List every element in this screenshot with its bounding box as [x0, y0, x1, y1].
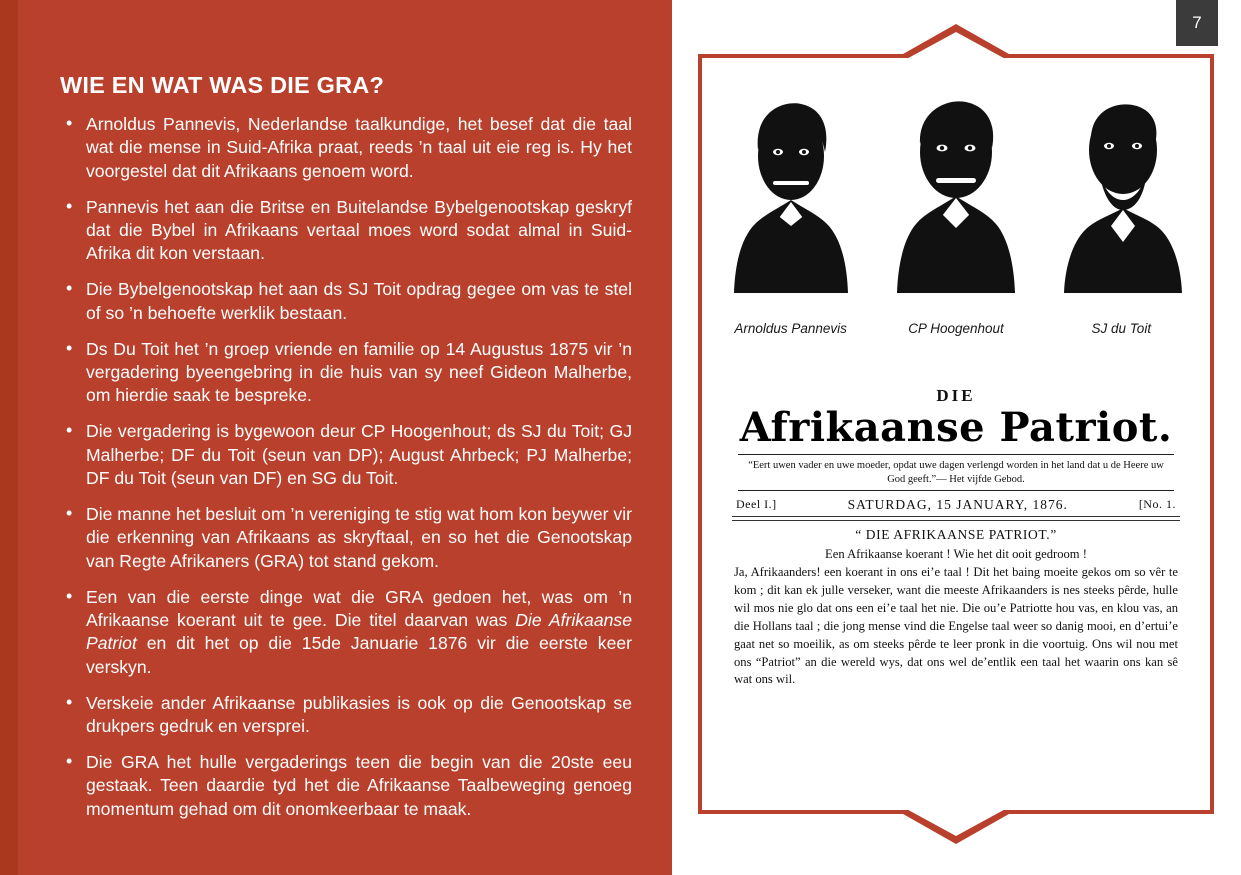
divider	[738, 490, 1174, 491]
list-item-text-part2: en dit het op die 15de Januarie 1876 vir die eerste keer verskyn.	[86, 633, 632, 677]
list-item: • Arnoldus Pannevis, Nederlandse taalkundige, het besef dat die taal wat die mense in Suid-Afrika praat, reeds ’n taal uit eie reg is. Hy het voorgestel dat dit Afrikaans genoem word.	[60, 113, 632, 183]
page-title: WIE EN WAT WAS DIE GRA?	[60, 72, 385, 98]
newspaper-masthead: Afrikaanse Patriot.	[739, 404, 1173, 451]
portrait-row	[708, 78, 1204, 336]
list-item: • Die Bybelgenootskap het aan ds SJ Toit opdrag gegee om vas te stel of so ’n behoefte werklik bestaan.	[60, 278, 632, 325]
list-item: • Verskeie ander Afrikaanse publikasies is ook op die Genootskap se drukpers gedruk en versprei.	[60, 692, 632, 739]
frame-chevron-bottom-inner	[901, 806, 1011, 836]
left-content	[60, 72, 632, 834]
portrait-caption: Arnoldus Pannevis	[734, 321, 847, 336]
list-item: • Die vergadering is bygewoon deur CP Hoogenhout; ds SJ du Toit; GJ Malherbe; DF du Toit (seun van DP); August Ahrbeck; PJ Malherbe; DF du Toit (seun van DF) en SG du Toit.	[60, 420, 632, 490]
newspaper-volume: Deel I.]	[736, 497, 777, 512]
newspaper-article-body	[722, 546, 1190, 689]
portrait-du-toit	[1051, 78, 1191, 336]
portrait-engraving-icon	[1051, 78, 1191, 316]
list-item: • Ds Du Toit het ’n groep vriende en familie op 14 Augustus 1875 vir ’n vergadering byeengebring in die huis van sy neef Gideon Malherbe, om hierdie saak te bespreke.	[60, 338, 632, 408]
newspaper-article-lead: Een Afrikaanse koerant ! Wie het dit ooit gedroom !	[825, 547, 1087, 562]
image-frame	[698, 54, 1214, 814]
newspaper-article-text: Ja, Afrikaanders! een koerant in ons ei’e taal ! Dit het baing moeite gekos om so vêr te kom ; dit kan ek julle verseker, want die meeste Afrikaanders is nes steeks pêrde, hulle wil mos nie glo dat ons een ei’e taal het nie. Die ou’e Patriotte hou vas, en klou vas, an die Hollans taal ; die jong mense vind die Engelse taal weer so danig mooi, en d’ertui’e gaat net so moeilik, as om steeks pêrde te leer pronk in die voortuig. Ons wil nou met ons “Patriot” an die wereld wys, dat ons wel de’entlik een taal het waarin ons kan sê wat ons wil.	[734, 565, 1178, 687]
divider	[732, 520, 1180, 521]
publication-title: Die Afrikaanse Patriot	[86, 610, 632, 654]
list-item: • Pannevis het aan die Britse en Buitelandse Bybelgenootskap geskryf dat die Bybel in Afrikaans vertaal moes word sodat almal in Suid-Afrika dit kon verstaan.	[60, 196, 632, 266]
portrait-engraving-icon	[721, 78, 861, 316]
newspaper-date: SATURDAG, 15 JANUARY, 1876.	[847, 497, 1068, 513]
list-item: • Die GRA het hulle vergaderings teen die begin van die 20ste eeu gestaak. Teen daardie tyd het die Afrikaanse Taalbeweging genoeg momentum gehad om dit onomkeerbaar te maak.	[60, 751, 632, 821]
right-image-panel	[672, 0, 1241, 875]
bullet-list	[60, 113, 632, 821]
newspaper-die-label: DIE	[936, 386, 976, 405]
frame-inner-content	[708, 64, 1204, 804]
newspaper-clipping	[722, 386, 1190, 798]
frame-chevron-top-inner	[901, 32, 1011, 62]
portrait-caption: CP Hoogenhout	[908, 321, 1004, 336]
list-item: • Die manne het besluit om ’n vereniging te stig wat hom kon beywer vir die erkenning van Afrikaans as skryftaal, en so het die Genootskap van Regte Afrikaners (GRA) tot stand gekom.	[60, 503, 632, 573]
left-edge-strip	[0, 0, 18, 875]
newspaper-motto: “Eert uwen vader en uwe moeder, opdat uwe dagen verlengd worden in het land dat u de Heere uw God geeft.”— Het vijfde Gebod.	[748, 460, 1164, 485]
newspaper-issue: [No. 1.	[1138, 497, 1176, 512]
divider	[732, 516, 1180, 517]
newspaper-meta-row	[722, 495, 1190, 513]
divider	[738, 454, 1174, 455]
portrait-caption: SJ du Toit	[1091, 321, 1152, 336]
page-number: 7	[1176, 0, 1218, 46]
portrait-pannevis	[721, 78, 861, 336]
newspaper-article-subhead: “ DIE AFRIKAANSE PATRIOT.”	[855, 527, 1057, 543]
list-item-text-part1: Een van die eerste dinge wat die GRA gedoen het, was om ’n Afrikaanse koerant uit te gee. Die titel daarvan was	[86, 586, 632, 631]
portrait-engraving-icon	[886, 78, 1026, 316]
portrait-hoogenhout	[886, 78, 1026, 336]
list-item-with-title	[60, 586, 632, 680]
